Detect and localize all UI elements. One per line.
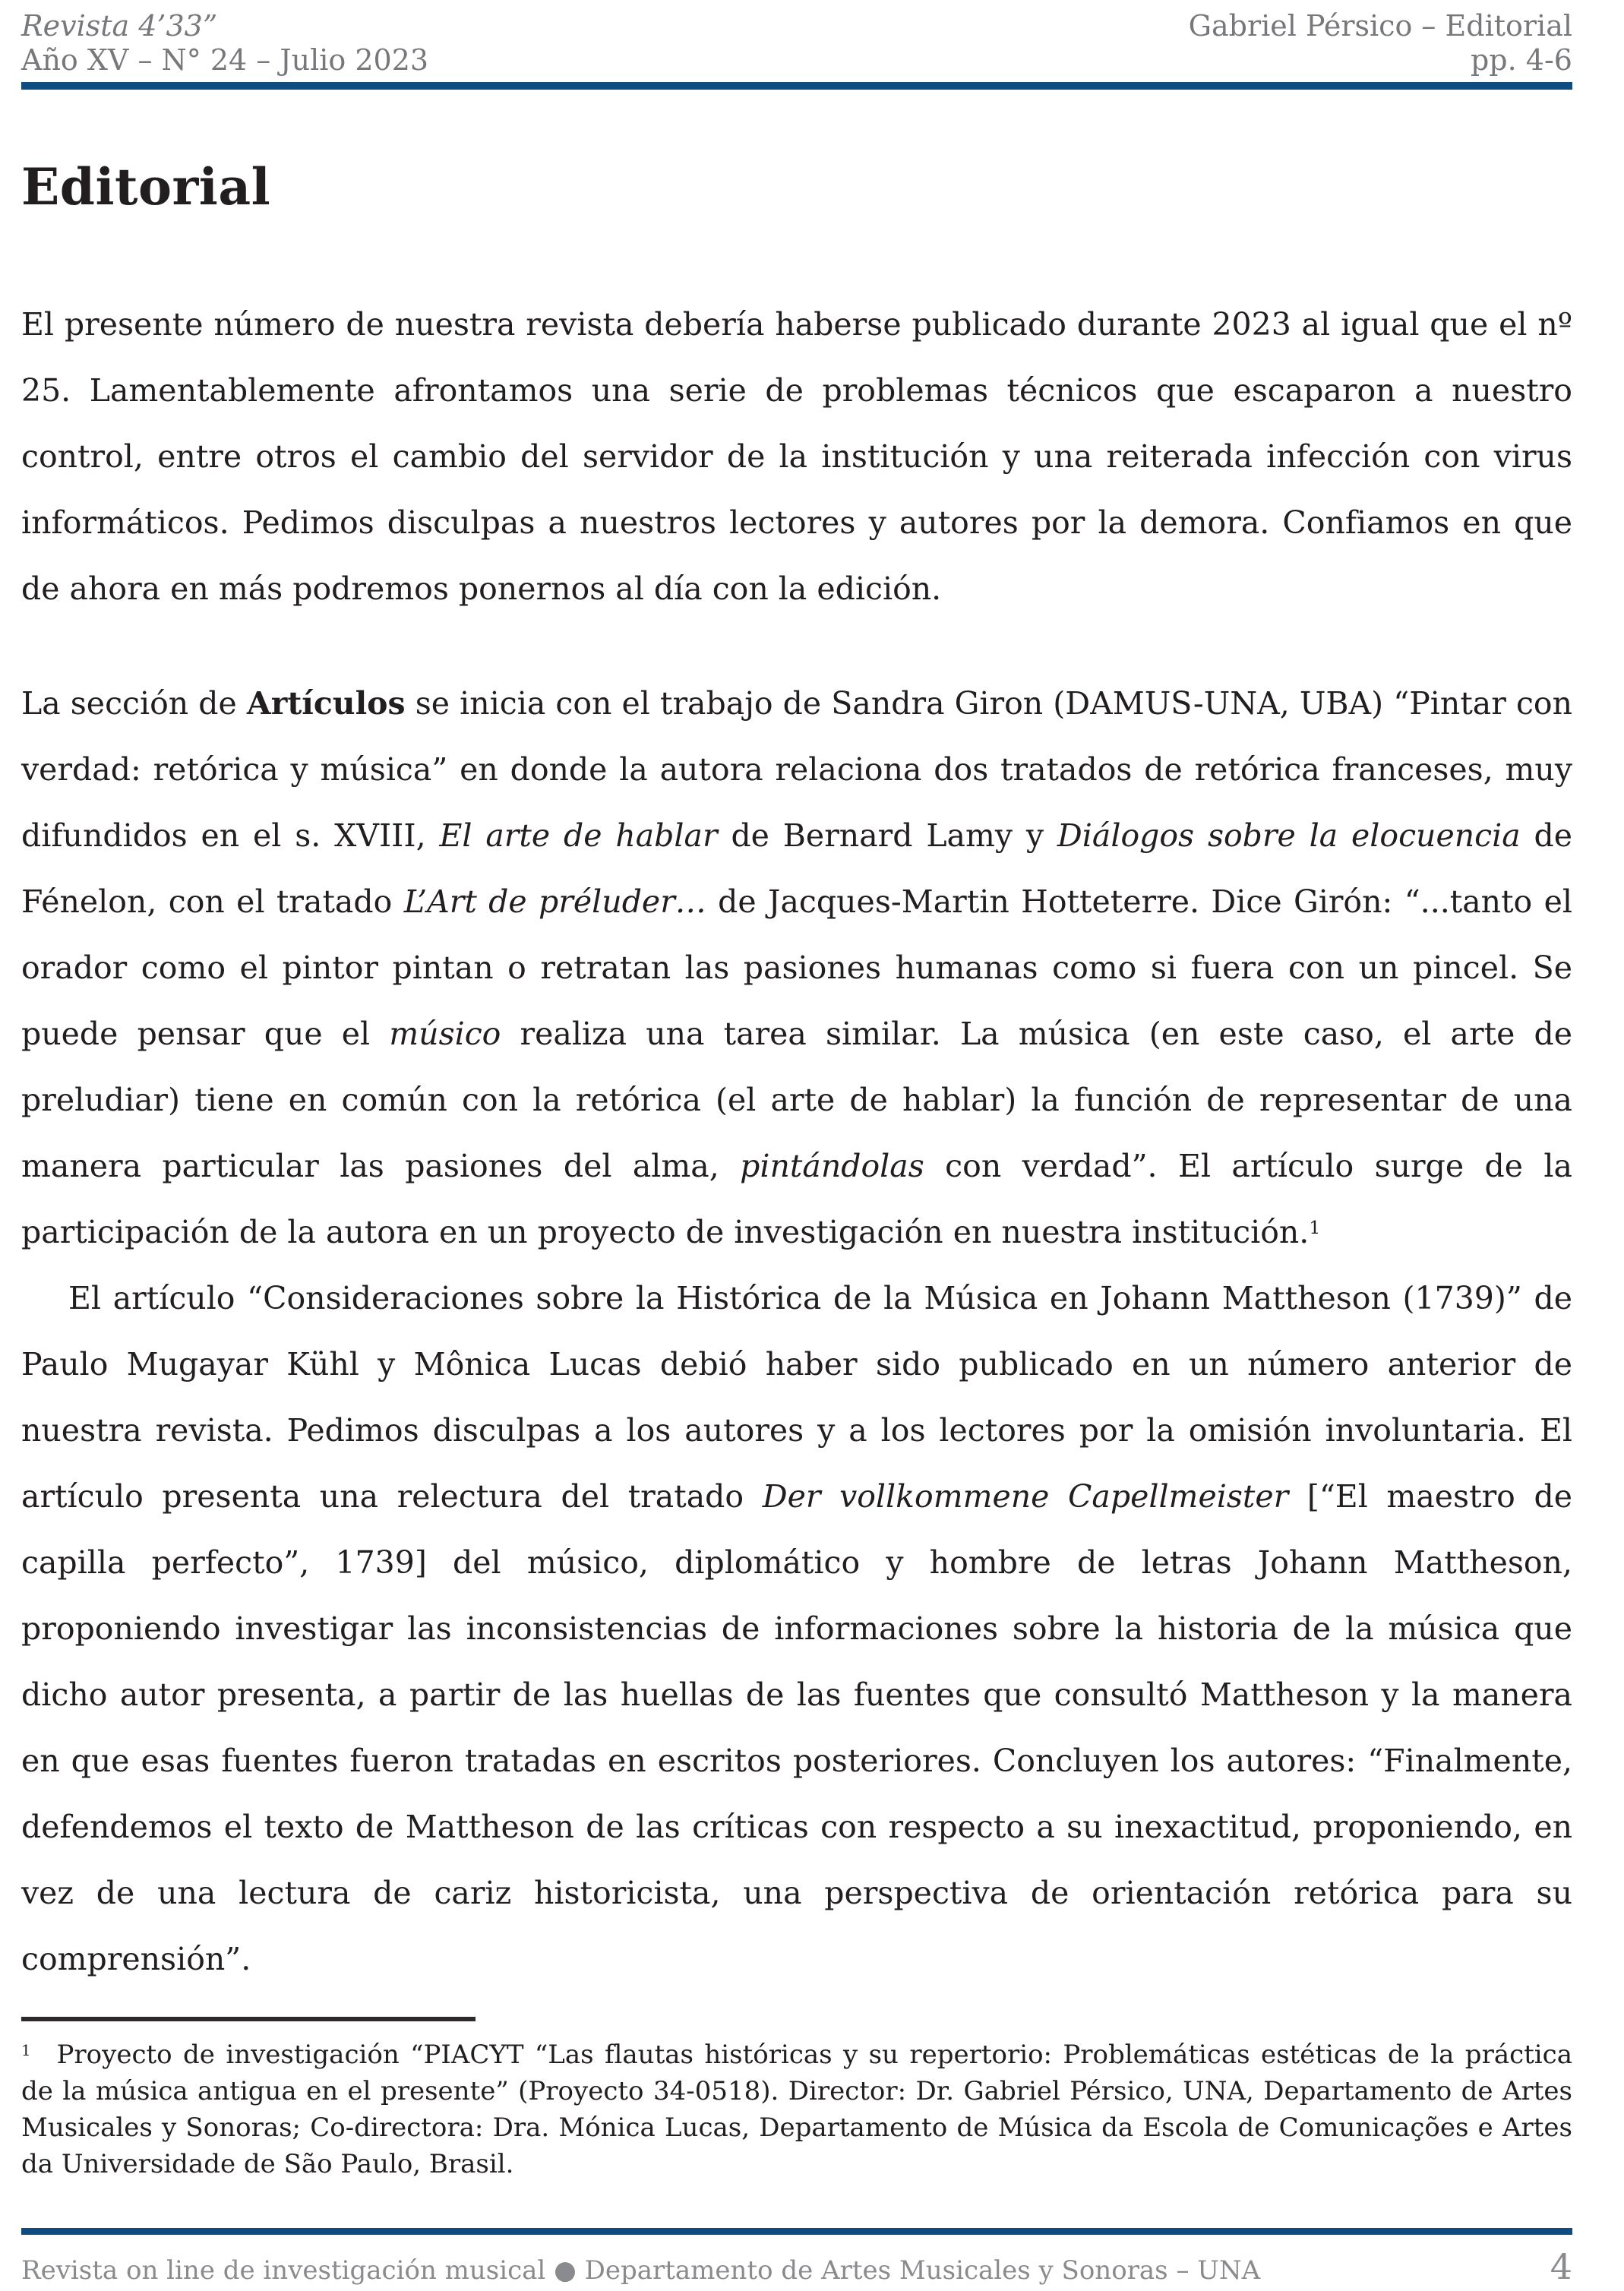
footnote-reference: 1 bbox=[21, 2042, 31, 2060]
footer-rule bbox=[21, 2228, 1572, 2235]
text-run: El presente número de nuestra revista debería haberse publicado durante 2023 al igual que el nº 25. Lamentablemente afrontamos una serie de problemas técnicos que escaparon a nuestro control, entre otros el cambio del servidor de la institución y una reiterada infección con virus informáticos. Pedimos disculpas a nuestros lectores y autores por la demora. Confiamos en que de ahora en más podremos ponernos al día con la edición. bbox=[21, 306, 1572, 607]
text-run: El arte de hablar bbox=[439, 817, 718, 854]
text-run: de Bernard Lamy y bbox=[717, 817, 1057, 854]
text-run: Proyecto de investigación “PIACYT “Las flautas históricas y su repertorio: Problemáticas estéticas de la práctica de la música antigua en el presente” (Proyecto 34-0518). Director: Dr. Gabriel Pérsico, UNA, Departamento de Artes Musicales y Sonoras; Co-directora: Dra. Mónica Lucas, Departamento de Música da Escola de Comunicações e Artes da Universidade de São Paulo, Brasil. bbox=[21, 2040, 1572, 2179]
page-header bbox=[21, 0, 1572, 90]
running-head-author-article: Gabriel Pérsico – Editorial bbox=[1188, 9, 1572, 43]
text-run: realiza una tarea similar. La música (en este caso, el arte de preludiar) tiene en común con la retórica (el arte de hablar) la función de representar de una manera particular las pasiones del alma, bbox=[21, 1016, 1572, 1184]
text-run: se inicia con el trabajo de Sandra Giron (DAMUS-UNA, UBA) “Pintar con verdad: retórica y música” en donde la autora relaciona dos tratados de retórica franceses, muy difundidos en el s. XVIII, bbox=[21, 685, 1572, 854]
text-run: Diálogos sobre la elocuencia bbox=[1057, 817, 1521, 854]
paragraph-intro bbox=[21, 292, 1572, 622]
text-run: de Fénelon, con el tratado bbox=[21, 817, 1573, 920]
text-run: Artículos bbox=[246, 685, 406, 722]
running-head-right bbox=[1189, 9, 1572, 77]
running-head bbox=[21, 0, 1572, 77]
running-head-pages: pp. 4-6 bbox=[1470, 43, 1572, 77]
paragraph-mattheson bbox=[21, 1266, 1572, 1992]
issue-info: Año XV – N° 24 – Julio 2023 bbox=[21, 43, 429, 77]
text-run: músico bbox=[389, 1016, 501, 1052]
footer-journal-line: Revista on line de investigación musical ● Departamento de Artes Musicales y Sonoras – UNA bbox=[21, 2255, 1261, 2286]
editorial-body bbox=[21, 292, 1572, 1992]
text-run: [“El maestro de capilla perfecto”, 1739] del músico, diplomático y hombre de letras Johann Mattheson, proponiendo investigar las inconsistencias de informaciones sobre la historia de la música que dicho autor presenta, a partir de las huellas de las fuentes que consultó Mattheson y la manera en que esas fuentes fueron tratadas en escritos posteriores. Concluyen los autores: “Finalmente, defendemos el texto de Mattheson de las críticas con respecto a su inexactitud, proponiendo, en vez de una lectura de cariz historicista, una perspectiva de orientación retórica para su comprensión”. bbox=[21, 1478, 1572, 1977]
text-run: Der vollkommene Capellmeister bbox=[762, 1478, 1289, 1515]
footnote-reference: 1 bbox=[1309, 1217, 1321, 1239]
running-head-left bbox=[21, 9, 428, 77]
page-footer bbox=[21, 2228, 1572, 2286]
text-run: de Jacques-Martin Hotteterre. Dice Girón: “...tanto el orador como el pintor pintan o retratan las pasiones humanas como si fuera con un pincel. Se puede pensar que el bbox=[21, 883, 1572, 1052]
page-title: Editorial bbox=[21, 157, 271, 216]
header-rule bbox=[21, 82, 1572, 90]
page-number: 4 bbox=[1550, 2246, 1572, 2287]
footnote bbox=[21, 2037, 1572, 2182]
text-run: pintándolas bbox=[740, 1148, 924, 1184]
journal-title: Revista 4’33” bbox=[21, 9, 218, 43]
text-run: El artículo “Consideraciones sobre la Histórica de la Música en Johann Mattheson (1739)” de Paulo Mugayar Kühl y Mônica Lucas debió haber sido publicado en un número anterior de nuestra revista. Pedimos disculpas a los autores y a los lectores por la omisión involuntaria. El artículo presenta una relectura del tratado bbox=[21, 1280, 1572, 1515]
page-content bbox=[21, 0, 1572, 2182]
paragraph-articles-section bbox=[21, 671, 1572, 1266]
text-run: L’Art de préluder… bbox=[403, 883, 706, 920]
text-run: La sección de bbox=[21, 685, 247, 722]
text-run: con verdad”. El artículo surge de la participación de la autora en un proyecto de investigación en nuestra institución. bbox=[21, 1148, 1572, 1250]
footer-row bbox=[21, 2246, 1572, 2287]
footnote-separator-rule bbox=[21, 2017, 476, 2021]
